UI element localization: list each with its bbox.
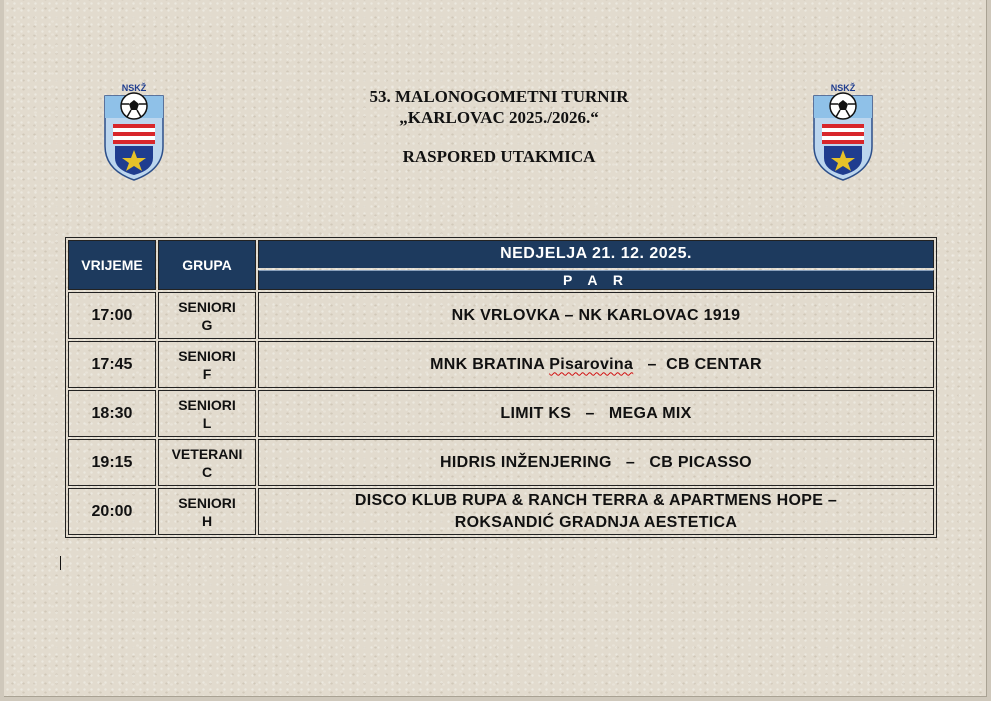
crest-letters-right: NSKŽ: [830, 83, 856, 93]
table-row: [68, 439, 934, 486]
match-pair: HIDRIS INŽENJERING – CB PICASSO: [258, 439, 934, 486]
group-letter: L: [202, 414, 212, 431]
match-time: 20:00: [68, 488, 156, 535]
match-group: [158, 292, 256, 339]
group-letter: F: [202, 365, 212, 382]
schedule-subtitle: RASPORED UTAKMICA: [402, 147, 596, 166]
crest-letters-left: NSKŽ: [121, 83, 147, 93]
table-header-row: [68, 240, 934, 268]
document-header: [264, 86, 734, 167]
tournament-title: 53. MALONOGOMETNI TURNIR: [369, 87, 629, 106]
match-team-b: – CB CENTAR: [633, 355, 762, 373]
group-letter: H: [201, 512, 213, 529]
document-page: [4, 0, 987, 697]
table-row: [68, 488, 934, 535]
column-header-group: GRUPA: [158, 240, 256, 290]
club-crest-logo-left: [101, 80, 167, 182]
match-pair: [258, 341, 934, 388]
match-pair: LIMIT KS – MEGA MIX: [258, 390, 934, 437]
column-header-pair: P A R: [258, 270, 934, 290]
text-cursor[interactable]: [60, 556, 61, 570]
column-header-time: VRIJEME: [68, 240, 156, 290]
match-time: 19:15: [68, 439, 156, 486]
tournament-season: „KARLOVAC 2025./2026.“: [399, 108, 599, 127]
group-category: SENIORI: [178, 396, 236, 413]
match-time: 17:00: [68, 292, 156, 339]
match-pair: NK VRLOVKA – NK KARLOVAC 1919: [258, 292, 934, 339]
table-row: [68, 341, 934, 388]
group-category: VETERANI: [171, 445, 243, 462]
table-row: [68, 292, 934, 339]
match-time: 17:45: [68, 341, 156, 388]
table-row: [68, 390, 934, 437]
group-category: SENIORI: [178, 298, 236, 315]
match-line-1: DISCO KLUB RUPA & RANCH TERRA & APARTMENS HOPE –: [354, 491, 838, 509]
match-pair: [258, 488, 934, 535]
match-group: [158, 488, 256, 535]
group-category: SENIORI: [178, 494, 236, 511]
column-header-day: NEDJELJA 21. 12. 2025.: [258, 240, 934, 268]
club-crest-logo-right: [810, 80, 876, 182]
match-line-2: ROKSANDIĆ GRADNJA AESTETICA: [454, 513, 738, 531]
group-letter: G: [201, 316, 213, 333]
group-category: SENIORI: [178, 347, 236, 364]
match-team-a: MNK BRATINA: [430, 355, 550, 373]
match-group: [158, 439, 256, 486]
spellcheck-flagged-word: Pisarovina: [549, 355, 634, 373]
match-group: [158, 390, 256, 437]
match-time: 18:30: [68, 390, 156, 437]
schedule-table: [65, 237, 937, 538]
group-letter: C: [201, 463, 213, 480]
match-group: [158, 341, 256, 388]
